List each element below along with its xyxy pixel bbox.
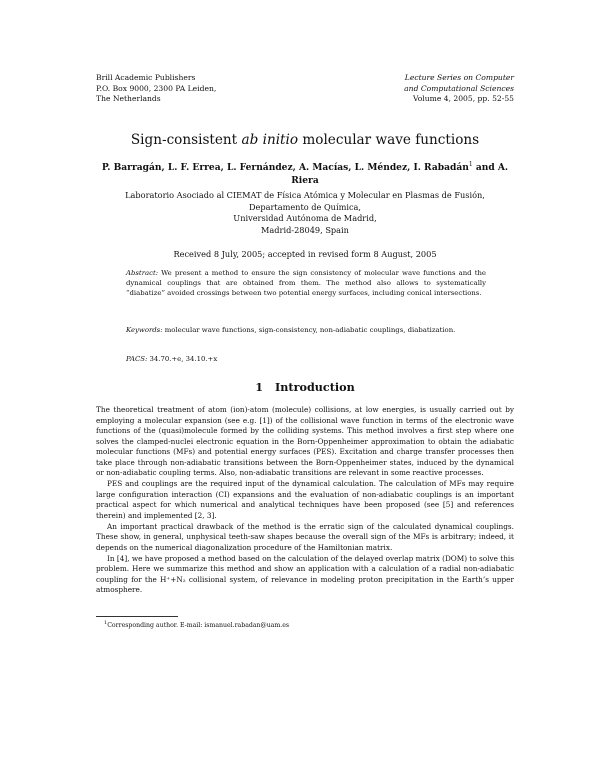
affiliation [96, 190, 514, 236]
journal-name-line2: and Computational Sciences [404, 83, 514, 93]
paragraph: An important practical drawback of the method is the erratic sign of the calculated dynamical couplings. These show, in general, unphysical teeth-saw shapes because the overall sign of the MFs is arbitrary; indeed, it depends on the numerical diagonalization procedure of the Hamiltonian matrix. [96, 521, 514, 552]
publisher-country: The Netherlands [96, 94, 161, 103]
title-pre: Sign-consistent [130, 132, 242, 148]
paper-title [96, 132, 514, 148]
footnote-text: Corresponding author. E-mail: ismanuel.rabadan@uam.es [107, 622, 290, 630]
affiliation-line: Laboratorio Asociado al CIEMAT de Física Atómica y Molecular en Plasmas de Fusión, [125, 190, 485, 200]
keywords [126, 325, 486, 335]
keywords-label: Keywords: [126, 326, 163, 334]
title-post: molecular wave functions [298, 132, 480, 148]
affiliation-line: Universidad Autónoma de Madrid, [233, 213, 377, 223]
journal-volume: Volume 4, 2005, pp. 52-55 [412, 94, 514, 103]
footnote-rule [96, 616, 178, 617]
footnote-mark: 1 [104, 620, 108, 626]
section-title: Introduction [275, 380, 355, 394]
publisher-header [96, 73, 216, 105]
authors-names: P. Barragán, L. F. Errea, L. Fernández, A. Macías, L. Méndez, I. Rabadán [101, 162, 469, 174]
paragraph: The theoretical treatment of atom (ion)-atom (molecule) collisions, at low energies, is usually carried out by employing a molecular expansion (see e.g. [1]) of the collisional wave function in terms of the electronic wave functions of the (quasi)molecule formed by the colliding systems. This method involves a first step where one solves the clamped-nuclei electronic equation in the Born-Oppenheimer approximation to obtain the adiabatic molecular functions (MFs) and potential energy surfaces (PES). Excitation and charge transfer processes then take place through non-adiabatic transitions between the Born-Oppenheimer states, induced by the dynamical or non-adiabatic coupling terms. Also, non-adiabatic transitions are relevant in some reactive processes. [96, 405, 514, 477]
author-footnote-mark: 1 [468, 161, 473, 168]
publisher-name: Brill Academic Publishers [96, 73, 196, 82]
affiliation-line: Departamento de Química, [248, 201, 362, 212]
authors-names-end: and A. [472, 162, 509, 174]
authors-line2: Riera [291, 175, 319, 187]
abstract-label: Abstract: [126, 269, 159, 277]
publisher-address: P.O. Box 9000, 2300 PA Leiden, [96, 83, 217, 93]
section-heading [96, 380, 514, 394]
body-text [96, 405, 514, 596]
footnote [104, 619, 289, 630]
journal-header [404, 73, 514, 105]
abstract [126, 268, 486, 299]
paragraph: PES and couplings are the required input of the dynamical calculation. The calculation of MFs may require large configuration interaction (CI) expansions and the evaluation of non-adiabatic couplings is an important practical aspect for which numerical and analytical techniques have been proposed (see [5] and references therein) and implemented [2, 3]. [96, 479, 514, 520]
authors [96, 158, 514, 187]
keywords-text: molecular wave functions, sign-consistency, non-adiabatic couplings, diabatization. [162, 326, 456, 334]
pacs-text: 34.70.+e, 34.10.+x [147, 355, 218, 363]
received-dates: Received 8 July, 2005; accepted in revised form 8 August, 2005 [173, 249, 437, 259]
paragraph: In [4], we have proposed a method based on the calculation of the delayed overlap matrix (DOM) to solve this problem. Here we summarize this method and show an application with a calculation of a radial non-adiabatic coupling for the H⁺+N₂ collisional system, of relevance in modeling proton precipitation in the Earth’s upper atmosphere. [96, 553, 514, 594]
journal-name-line1: Lecture Series on Computer [404, 73, 514, 82]
title-italic: ab initio [241, 132, 299, 148]
pacs-label: PACS: [126, 355, 148, 363]
section-number: 1 [255, 380, 264, 394]
authors-line1 [96, 158, 514, 174]
pacs [126, 354, 486, 364]
affiliation-line: Madrid-28049, Spain [261, 224, 349, 235]
abstract-text: We present a method to ensure the sign consistency of molecular wave functions and the dynamical couplings that are obtained from them. The method also allows to systematically “diabatize” avoided crossings between two potential energy surfaces, including conical intersections. [126, 269, 486, 298]
